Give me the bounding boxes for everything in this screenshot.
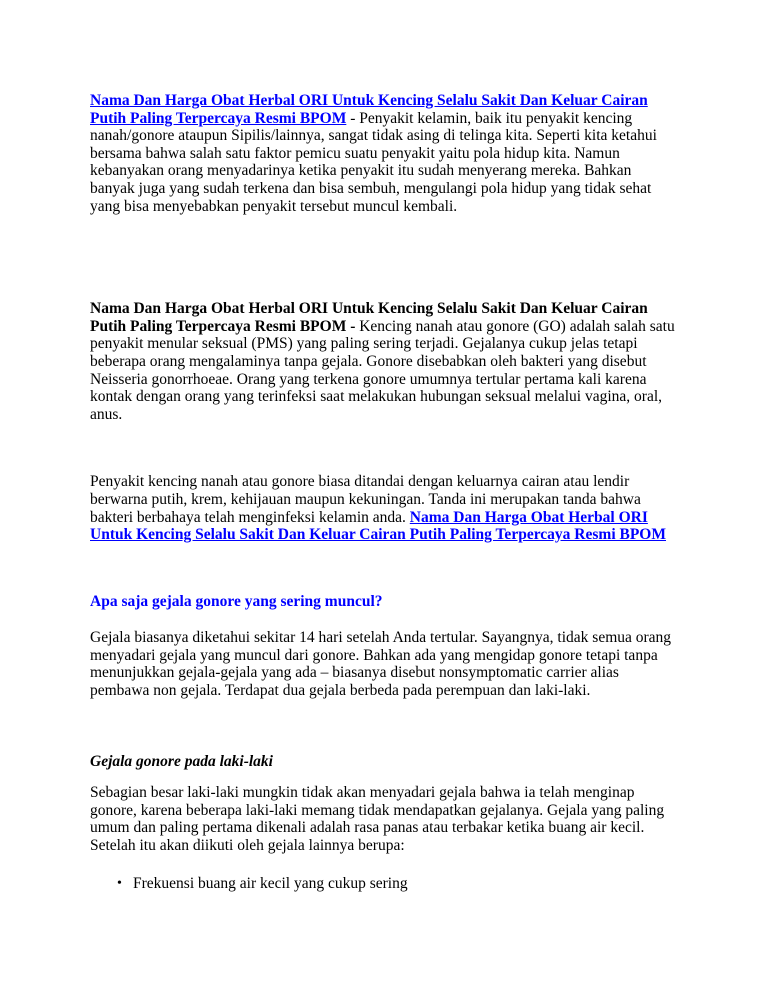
text-run: Frekuensi buang air kecil yang cukup sering [133,874,408,892]
bullet-marker: • [117,875,122,891]
paragraph [90,473,678,543]
hyperlink[interactable]: Nama Dan Harga Obat Herbal ORI Untuk Kencing Selalu Sakit Dan Keluar Cairan Putih Paling Terpercaya Resmi BPOM [90,508,666,544]
paragraph [90,300,678,423]
hyperlink[interactable]: Nama Dan Harga Obat Herbal ORI Untuk Kencing Selalu Sakit Dan Keluar Cairan Putih Paling Terpercaya Resmi BPOM [90,92,648,127]
text-run: Gejala biasanya diketahui sekitar 14 hari setelah Anda tertular. Sayangnya, tidak semua orang menyadari gejala yang muncul dari gonore. Bahkan ada yang mengidap gonore tetapi tanpa menunjukkan gejala-gejala yang ada – biasanya disebut nonsymptomatic carrier alias pembawa non gejala. Terdapat dua gejala berbeda pada perempuan dan laki-laki. [90,629,672,700]
paragraph [90,784,678,854]
text-run: Sebagian besar laki-laki mungkin tidak akan menyadari gejala bahwa ia telah menginap gonore, karena beberapa laki-laki memang tidak mendapatkan gejalanya. Gejala yang paling umum dan paling pertama dikenali adalah rasa panas atau terbakar ketika buang air kecil. Setelah itu akan diikuti oleh gejala lainnya berupa: [90,784,665,855]
paragraph [90,92,678,215]
text-run: Apa saja gejala gonore yang sering muncul? [90,592,383,610]
text-run: - Penyakit kelamin, baik itu penyakit kencing nanah/gonore ataupun Sipilis/lainnya, sangat tidak asing di telinga kita. Seperti kita ketahui bersama bahwa salah satu faktor pemicu suatu penyakit yaitu pola hidup kita. Namun kebanyakan orang menyadarinya ketika penyakit itu sudah menyerang mereka. Bahkan banyak juga yang sudah terkena dan bisa sembuh, mengulangi pola hidup yang tidak sehat yang bisa menyebabkan penyakit tersebut muncul kembali. [90,109,657,215]
bullet-item-text [133,875,678,893]
bullet-item [90,875,678,893]
text-run: Penyakit kencing nanah atau gonore biasa ditandai dengan keluarnya cairan atau lendir berwarna putih, krem, kehijauan maupun kekuningan. Tanda ini merupakan tanda bahwa bakteri berbahaya telah menginfeksi kelamin anda. [90,473,641,526]
text-run: Gejala gonore pada laki-laki [90,752,273,770]
document-body [90,92,678,892]
subsection-heading [90,753,678,771]
section-heading [90,593,678,611]
paragraph [90,629,678,699]
text-run: Nama Dan Harga Obat Herbal ORI Untuk Kencing Selalu Sakit Dan Keluar Cairan Putih Paling Terpercaya Resmi BPOM - [90,300,648,335]
text-run: Kencing nanah atau gonore (GO) adalah salah satu penyakit menular seksual (PMS) yang paling sering terjadi. Gejalanya cukup jelas tetapi beberapa orang mengalaminya tanpa gejala. Gonore disebabkan oleh bakteri yang disebut Neisseria gonorrhoeae. Orang yang terkena gonore umumnya tertular pertama kali karena kontak dengan orang yang terinfeksi saat melakukan hubungan seksual melalui vagina, oral, anus. [90,317,675,423]
